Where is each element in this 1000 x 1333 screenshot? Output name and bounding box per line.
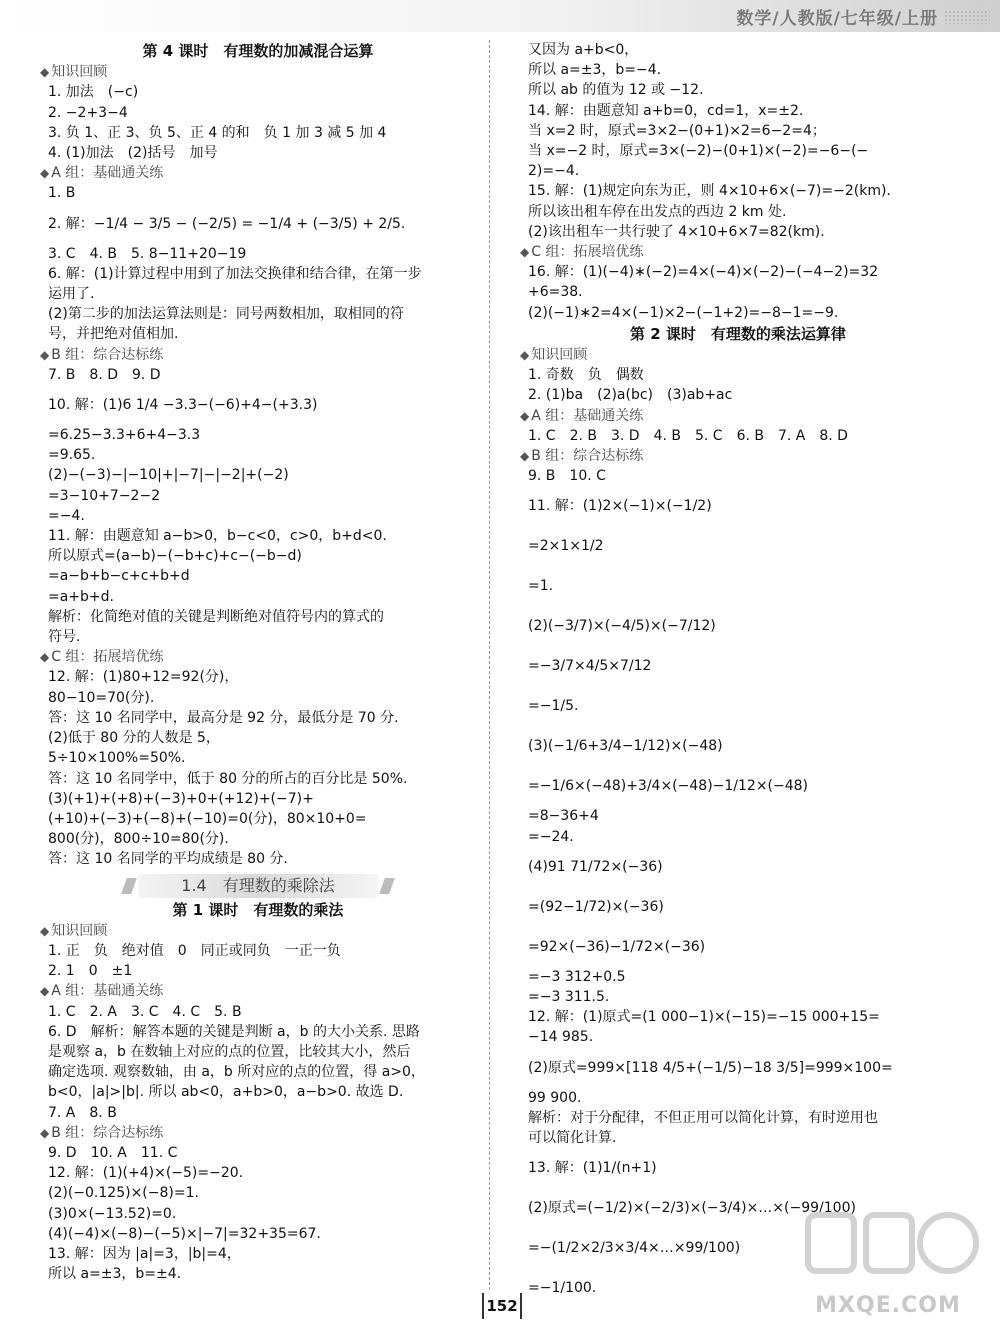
column-divider bbox=[489, 40, 490, 1290]
answer-line: 答：这 10 名同学中，最高分是 92 分，最低分是 70 分. bbox=[48, 709, 399, 726]
answer-line: 2. (1)ba (2)a(bc) (3)ab+ac bbox=[528, 387, 733, 404]
diamond-icon: ◆ bbox=[520, 245, 530, 260]
section-heading-label: C 组：拓展培优练 bbox=[531, 244, 644, 261]
answer-line: (2)原式=(−1/2)×(−2/3)×(−3/4)×…×(−99/100) bbox=[528, 1200, 856, 1217]
answer-line: 当 x=2 时，原式=3×2−(0+1)×2=6−2=4； bbox=[528, 122, 826, 139]
answer-line: (2)该出租车一共行驶了 4×10+6×7=82(km). bbox=[528, 223, 825, 240]
answer-line: =6.25−3.3+6+4−3.3 bbox=[48, 427, 201, 444]
answer-line: (3)0×(−13.52)=0. bbox=[48, 1205, 177, 1222]
answer-line: =−24. bbox=[528, 828, 574, 845]
answer-line: =−1/100. bbox=[528, 1280, 597, 1297]
answer-line: =1. bbox=[528, 578, 554, 595]
answer-line: 1. 奇数 负 偶数 bbox=[528, 367, 644, 384]
answer-line: =(92−1/72)×(−36) bbox=[528, 898, 664, 915]
answer-line: 1. 正 负 绝对值 0 同正或同负 一正一负 bbox=[48, 942, 341, 959]
answer-line: 2. −2+3−4 bbox=[48, 104, 128, 121]
answer-line: 1. C 2. B 3. D 4. B 5. C 6. B 7. A 8. D bbox=[528, 427, 848, 444]
answer-line: 1. 加法 (−c) bbox=[48, 84, 139, 101]
answer-line: 11. 解：(1)2×(−1)×(−1/2) bbox=[528, 498, 712, 515]
section-heading-label: B 组：综合达标练 bbox=[531, 448, 644, 465]
answer-line: =2×1×1/2 bbox=[528, 538, 604, 555]
answer-line: 2)=−4. bbox=[528, 163, 580, 180]
answer-line: (2)(−3/7)×(−4/5)×(−7/12) bbox=[528, 618, 716, 635]
section-heading-label: B 组：综合达标练 bbox=[51, 1124, 164, 1141]
answer-line: 又因为 a+b<0， bbox=[528, 42, 639, 58]
right-column bbox=[520, 40, 948, 1308]
answer-line: 10. 解：(1)6 1/4 −3.3−(−6)+4−(+3.3) bbox=[48, 397, 318, 414]
diamond-icon: ◆ bbox=[40, 166, 50, 181]
diamond-icon: ◆ bbox=[40, 984, 50, 999]
answer-line: 14. 解：由题意知 a+b=0，cd=1，x=±2. bbox=[528, 102, 804, 119]
answer-line: (2)−(−3)−|−10|+|−7|−|−2|+(−2) bbox=[48, 467, 289, 484]
section-heading-label: 知识回顾 bbox=[51, 922, 108, 939]
watermark-text: MXQE.COM bbox=[815, 1293, 961, 1318]
section-heading bbox=[40, 163, 468, 183]
answer-line: 7. A 8. B bbox=[48, 1104, 117, 1121]
answer-line: 15. 解：(1)规定向东为正，则 4×10+6×(−7)=−2(km). bbox=[528, 183, 891, 200]
answer-line: 12. 解：(1)80+12=92(分)， bbox=[48, 669, 239, 686]
section-heading-label: 知识回顾 bbox=[51, 64, 108, 81]
answer-line: 确定选项. 观察数轴，由 a，b 所对应的点的位置，得 a>0， bbox=[48, 1064, 425, 1081]
answer-line: 是观察 a，b 在数轴上对应的点的位置，比较其大小，然后 bbox=[48, 1043, 411, 1060]
answer-line: 5÷10×100%=50%. bbox=[48, 750, 186, 767]
answer-line: =−3/7×4/5×7/12 bbox=[528, 658, 652, 675]
section-heading bbox=[520, 345, 948, 365]
answer-line: 9. B 10. C bbox=[528, 468, 606, 485]
answer-line: 所以 ab 的值为 12 或 −12. bbox=[528, 82, 704, 99]
answer-line: =−1/5. bbox=[528, 698, 579, 715]
section-heading-label: B 组：综合达标练 bbox=[51, 346, 164, 363]
diamond-icon: ◆ bbox=[40, 650, 50, 665]
answer-line: (3)(+1)+(+8)+(−3)+0+(+12)+(−7)+ bbox=[48, 790, 314, 807]
answer-line: (3)(−1/6+3/4−1/12)×(−48) bbox=[528, 738, 723, 755]
answer-line: 2. 解：−1/4 − 3/5 − (−2/5) = −1/4 + (−3/5) + 2/5. bbox=[48, 215, 406, 232]
section-heading bbox=[520, 446, 948, 466]
section-heading bbox=[40, 1123, 468, 1143]
answer-line: (2)(−0.125)×(−8)=1. bbox=[48, 1185, 199, 1202]
section-heading bbox=[520, 406, 948, 426]
lesson-title: 第 4 课时 有理数的加减混合运算 bbox=[142, 42, 374, 60]
answer-line: +6=38. bbox=[528, 284, 583, 301]
answer-line: 解析：对于分配律，不但正用可以简化计算，有时逆用也 bbox=[528, 1109, 878, 1126]
answer-line: 答：这 10 名同学中，低于 80 分的所占的百分比是 50%. bbox=[48, 770, 408, 787]
answer-line: (2)低于 80 分的人数是 5， bbox=[48, 730, 220, 747]
answer-line: 运用了. bbox=[48, 286, 95, 303]
answer-line: (2)(−1)∗2=4×(−1)×2−(−1+2)=−8−1=−9. bbox=[528, 304, 839, 321]
answer-line: 所以 a=±3，b=±4. bbox=[48, 1266, 182, 1283]
answer-line: 3. 负 1、正 3、负 5、正 4 的和 负 1 加 3 减 5 加 4 bbox=[48, 124, 387, 141]
answer-line: 1. C 2. A 3. C 4. C 5. B bbox=[48, 1003, 242, 1020]
answer-line: 80−10=70(分). bbox=[48, 689, 155, 706]
answer-line: 12. 解：(1)原式=(1 000−1)×(−15)=−15 000+15= bbox=[528, 1009, 880, 1026]
answer-line: 4. (1)加法 (2)括号 加号 bbox=[48, 145, 218, 162]
section-heading bbox=[40, 62, 468, 82]
answer-line: 13. 解：因为 |a|=3，|b|=4， bbox=[48, 1245, 241, 1262]
answer-line: 7. B 8. D 9. D bbox=[48, 366, 161, 383]
answer-line: =3−10+7−2−2 bbox=[48, 487, 161, 504]
section-heading-label: A 组：基础通关练 bbox=[531, 407, 644, 424]
answer-line: =−4. bbox=[48, 507, 85, 524]
answer-line: 可以简化计算. bbox=[528, 1130, 617, 1147]
answer-line: =−(1/2×2/3×3/4×…×99/100) bbox=[528, 1240, 741, 1257]
answer-line: =−3 311.5. bbox=[528, 989, 610, 1006]
lesson-title: 第 1 课时 有理数的乘法 bbox=[172, 900, 344, 919]
answer-line: =−1/6×(−48)+3/4×(−48)−1/12×(−48) bbox=[528, 778, 809, 795]
section-heading-label: A 组：基础通关练 bbox=[51, 165, 164, 182]
section-heading-label: 知识回顾 bbox=[531, 347, 588, 364]
diamond-icon: ◆ bbox=[40, 65, 50, 80]
section-heading bbox=[40, 981, 468, 1001]
answer-line: 6. 解：(1)计算过程中用到了加法交换律和结合律，在第一步 bbox=[48, 265, 422, 282]
answer-line: 符号. bbox=[48, 629, 81, 646]
answer-line: (4)91 71/72×(−36) bbox=[528, 858, 663, 875]
answer-line: (+10)+(−3)+(−8)+(−10)=0(分)，80×10+0= bbox=[48, 810, 367, 827]
answer-line: 答：这 10 名同学的平均成绩是 80 分. bbox=[48, 851, 288, 868]
section-heading bbox=[40, 345, 468, 365]
header-bar bbox=[0, 0, 1000, 32]
answer-line: 所以 a=±3，b=−4. bbox=[528, 62, 662, 79]
watermark bbox=[788, 1195, 988, 1325]
header-title: 数学/人教版/七年级/上册 bbox=[736, 9, 938, 29]
answer-line: =a+b+d. bbox=[48, 588, 114, 605]
answer-line: (2)原式=999×[118 4/5+(−1/5)−18 3/5]=999×100= bbox=[528, 1059, 893, 1076]
section-heading bbox=[520, 242, 948, 262]
page-number: 152 bbox=[482, 1293, 522, 1319]
diamond-icon: ◆ bbox=[40, 1125, 50, 1140]
answer-line: (2)第二步的加法运算法则是：同号两数相加，取相同的符 bbox=[48, 306, 404, 323]
answer-line: =9.65. bbox=[48, 447, 96, 464]
answer-line: 解析：化简绝对值的关键是判断绝对值符号内的算式的 bbox=[48, 608, 384, 625]
answer-line: 9. D 10. A 11. C bbox=[48, 1144, 178, 1161]
answer-line: b<0，|a|>|b|. 所以 ab<0，a+b>0，a−b>0. 故选 D. bbox=[48, 1084, 404, 1101]
answer-line: =a−b+b−c+c+b+d bbox=[48, 568, 190, 585]
answer-line: 800(分)，800÷10=80(分). bbox=[48, 831, 229, 848]
answer-line: 13. 解：(1)1/(n+1) bbox=[528, 1160, 657, 1177]
watermark-logo bbox=[788, 1195, 988, 1295]
diamond-icon: ◆ bbox=[520, 348, 530, 363]
answer-line: 1. B bbox=[48, 185, 76, 202]
lesson-title: 第 2 课时 有理数的乘法运算律 bbox=[630, 324, 846, 343]
diamond-icon: ◆ bbox=[40, 923, 50, 938]
answer-line: =92×(−36)−1/72×(−36) bbox=[528, 938, 706, 955]
answer-line: 6. D 解析：解答本题的关键是判断 a，b 的大小关系. 思路 bbox=[48, 1023, 420, 1040]
section-heading-label: C 组：拓展培优练 bbox=[51, 649, 164, 666]
answer-line: 11. 解：由题意知 a−b>0，b−c<0，c>0，b+d<0. bbox=[48, 528, 387, 545]
section-heading bbox=[40, 647, 468, 667]
section-heading-label: A 组：基础通关练 bbox=[51, 983, 164, 1000]
answer-line: 2. 1 0 ±1 bbox=[48, 963, 133, 980]
answer-line: 所以原式=(a−b)−(−b+c)+c−(−b−d) bbox=[48, 548, 302, 565]
answer-line: 所以该出租车停在出发点的西边 2 km 处. bbox=[528, 203, 787, 220]
left-column bbox=[40, 40, 468, 1284]
chapter-banner: 1.4 有理数的乘除法 bbox=[138, 874, 378, 898]
answer-line: =8−36+4 bbox=[528, 808, 599, 825]
answer-line: 当 x=−2 时，原式=3×(−2)−(0+1)×(−2)=−6−(− bbox=[528, 143, 869, 160]
answer-line: −14 985. bbox=[528, 1029, 594, 1046]
answer-line: (4)(−4)×(−8)−(−5)×|−7|=32+35=67. bbox=[48, 1225, 321, 1242]
answer-line: 12. 解：(1)(+4)×(−5)=−20. bbox=[48, 1165, 244, 1182]
diamond-icon: ◆ bbox=[40, 347, 50, 362]
answer-line: =−3 312+0.5 bbox=[528, 968, 626, 985]
section-heading bbox=[40, 921, 468, 941]
answer-line: 号，并把绝对值相加. bbox=[48, 326, 179, 343]
answer-line: 99 900. bbox=[528, 1089, 582, 1106]
header-dot-pattern bbox=[944, 10, 990, 24]
diamond-icon: ◆ bbox=[520, 408, 530, 423]
answer-line: 16. 解：(1)(−4)∗(−2)=4×(−4)×(−2)−(−4−2)=32 bbox=[528, 264, 879, 281]
diamond-icon: ◆ bbox=[520, 449, 530, 464]
answer-line: 3. C 4. B 5. 8−11+20−19 bbox=[48, 245, 247, 262]
